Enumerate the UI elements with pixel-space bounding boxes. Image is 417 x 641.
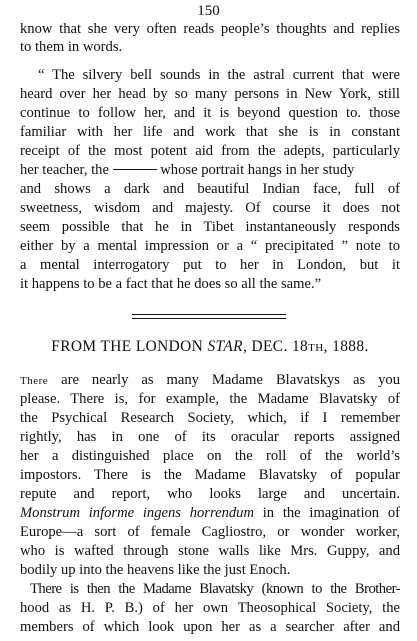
text-fragment: her teacher, the — [20, 162, 109, 178]
text-line: There are nearly as many Madame Blavatskys as you — [20, 372, 400, 388]
text-line: it happens to be a fact that he does so all the same.” — [20, 276, 322, 292]
drop-word: There — [20, 375, 49, 387]
text-line: who is wafted through stone walls like Mrs. Guppy, and — [20, 543, 400, 559]
text-line: her a distinguished place on the roll of the world’s — [20, 448, 400, 464]
text-line: continue to follow her, and it is beyond question to. those — [20, 105, 400, 121]
text-line: seem possible that he in Tibet instantaneously responds — [20, 219, 400, 235]
text-line: either by a mental impression or a “ precipitated ” note to — [20, 238, 400, 254]
section-divider-top — [132, 314, 286, 315]
text-line: There is then the Madame Blavatsky (known to the Brother- — [30, 581, 400, 597]
text-line: familiar with her life and work that she is in constant — [20, 124, 400, 140]
text-line: a mental interrogatory put to her in London, but it — [20, 257, 400, 273]
text-line: repute and report, who looks large and uncertain. — [20, 486, 400, 502]
section-heading: FROM THE LONDON STAR, DEC. 18TH, 1888. — [51, 338, 369, 355]
text-line: bodily up into the heavens like the just Enoch. — [20, 562, 291, 578]
text-line: Monstrum informe ingens horrendum in the imagination of — [20, 505, 400, 521]
text-line: the Psychical Research Society, which, if I remember — [20, 410, 400, 426]
latin-phrase: Monstrum informe ingens horrendum — [20, 505, 255, 521]
text-line: please. There is, for example, the Madame Blavatsky of — [20, 391, 400, 407]
page-number: 150 — [197, 3, 220, 19]
text-line: receipt of the most potent aid from the adepts, particularly — [20, 143, 400, 159]
text-line: Europe—a sort of female Cagliostro, or wonder worker, — [20, 524, 400, 540]
text-line: know that she very often reads people’s thoughts and replies — [20, 21, 400, 37]
name-omission-dash — [113, 169, 157, 170]
text-line: heard over her head by so many persons in New York, still — [20, 86, 400, 102]
section-divider-bottom — [132, 318, 286, 319]
text-line: hood as H. P. B.) of her own Theosophical Society, the — [20, 600, 400, 616]
text-fragment: whose portrait hangs in her study — [160, 162, 355, 178]
text-line: rightly, has in one of its oracular reports assigned — [20, 429, 400, 445]
text-line: “ The silvery bell sounds in the astral current that were — [38, 67, 400, 83]
text-line: to them in words. — [20, 39, 123, 55]
text-line: members of which look upon her as a searcher after and — [20, 619, 400, 635]
text-line: sweetness, wisdom and majesty. Of course it does not — [20, 200, 400, 216]
text-line: impostors. There is the Madame Blavatsky of popular — [20, 467, 400, 483]
text-line — [20, 161, 400, 179]
text-line: and shows a dark and beautiful Indian face, full of — [20, 181, 400, 197]
